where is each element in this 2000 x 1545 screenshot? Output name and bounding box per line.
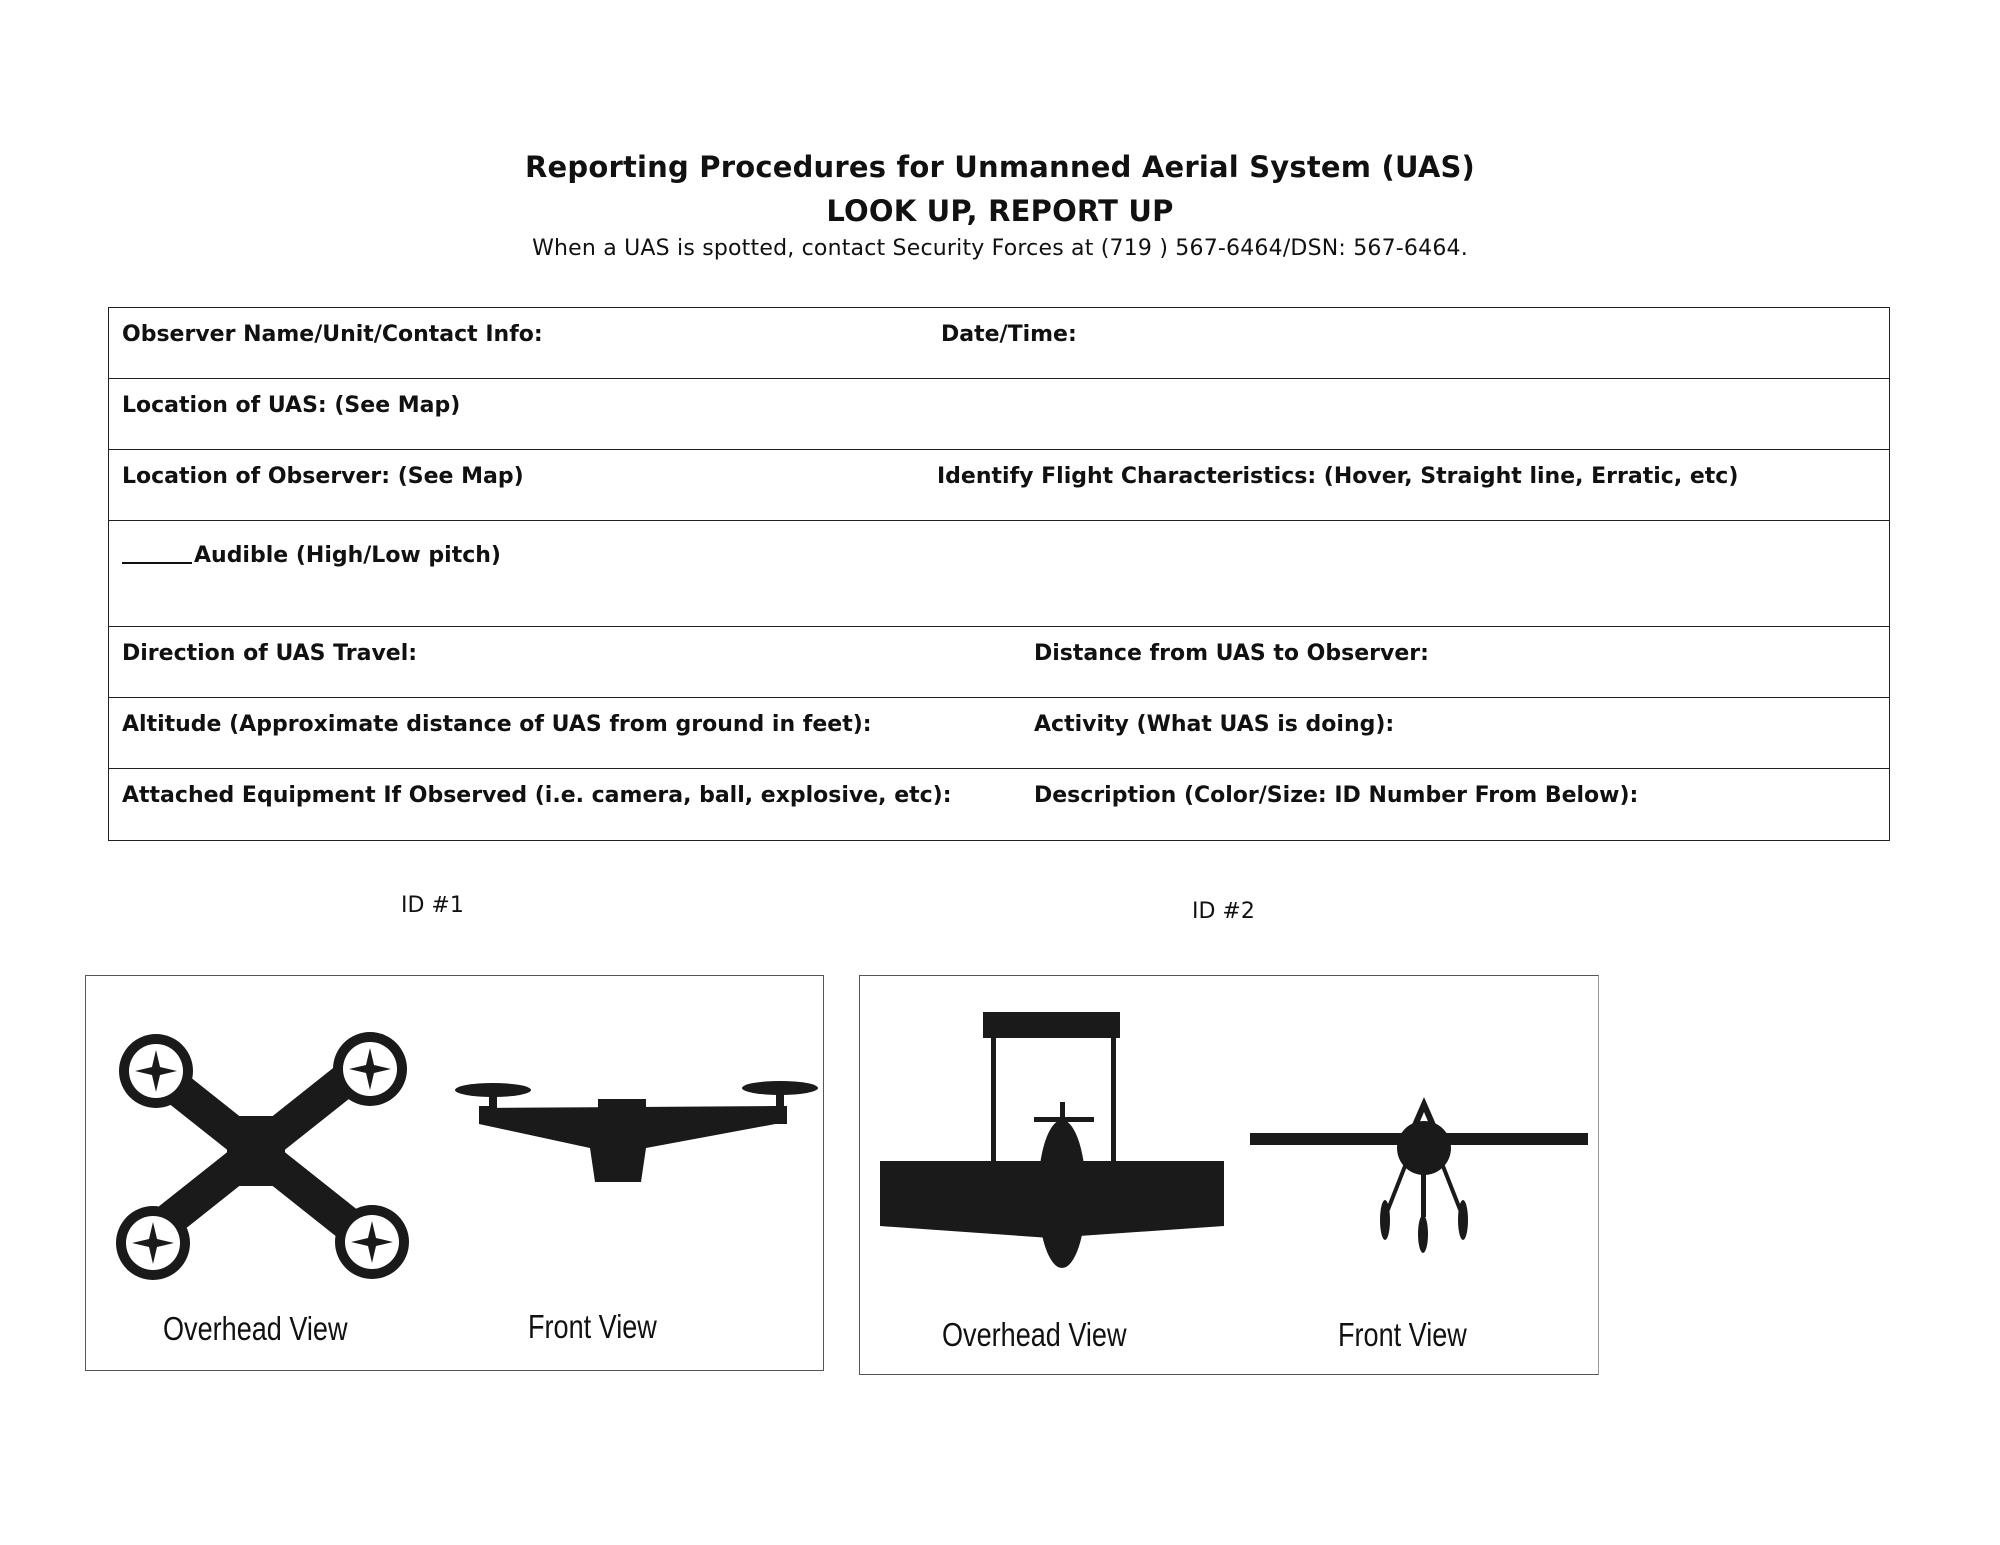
rotor-icon — [335, 1205, 409, 1279]
form-row-audible — [109, 521, 1889, 627]
id1-overhead-view-label: Overhead View — [163, 1310, 348, 1347]
distance-field-label[interactable]: Distance from UAS to Observer: — [1034, 641, 1429, 666]
page-title: Reporting Procedures for Unmanned Aerial System (UAS) — [524, 150, 1476, 184]
id2-label: ID #2 — [1192, 899, 1255, 924]
location-uas-field-label[interactable]: Location of UAS: (See Map) — [122, 393, 461, 418]
altitude-field-label[interactable]: Altitude (Approximate distance of UAS from ground in feet): — [122, 712, 872, 737]
quadcopter-front-icon — [455, 1081, 818, 1182]
form-row-observer — [109, 308, 1889, 379]
flight-characteristics-field-label[interactable]: Identify Flight Characteristics: (Hover, Straight line, Erratic, etc) — [937, 464, 1739, 489]
equipment-field-label[interactable]: Attached Equipment If Observed (i.e. camera, ball, explosive, etc): — [122, 783, 952, 808]
rotor-icon — [119, 1034, 193, 1108]
form-row-equipment — [109, 769, 1889, 840]
page-subtitle: LOOK UP, REPORT UP — [826, 194, 1174, 228]
fixed-wing-front-icon — [1250, 1097, 1588, 1253]
observer-field-label[interactable]: Observer Name/Unit/Contact Info: — [122, 322, 543, 347]
id1-front-view-label: Front View — [528, 1308, 657, 1345]
form-row-location-observer — [109, 450, 1889, 521]
audible-blank-line[interactable] — [122, 562, 192, 564]
form-row-altitude — [109, 698, 1889, 769]
id2-front-view-label: Front View — [1338, 1316, 1467, 1353]
fixed-wing-overhead-icon — [880, 1012, 1224, 1268]
rotor-icon — [116, 1206, 190, 1280]
contact-instruction: When a UAS is spotted, contact Security Forces at (719 ) 567-6464/DSN: 567-6464. — [532, 236, 1468, 261]
audible-field-label: Audible (High/Low pitch) — [194, 543, 501, 568]
date-time-field-label[interactable]: Date/Time: — [941, 322, 1077, 347]
uas-report-form — [108, 307, 1890, 841]
id2-overhead-view-label: Overhead View — [942, 1316, 1127, 1353]
activity-field-label[interactable]: Activity (What UAS is doing): — [1034, 712, 1395, 737]
description-field-label[interactable]: Description (Color/Size: ID Number From Below): — [1034, 783, 1639, 808]
form-row-direction — [109, 627, 1889, 698]
direction-field-label[interactable]: Direction of UAS Travel: — [122, 641, 418, 666]
rotor-icon — [333, 1032, 407, 1106]
form-row-location-uas — [109, 379, 1889, 450]
quadcopter-overhead-icon — [116, 1032, 409, 1280]
id2-fixed-wing-panel — [859, 975, 1599, 1375]
location-observer-field-label[interactable]: Location of Observer: (See Map) — [122, 464, 524, 489]
id1-label: ID #1 — [401, 893, 464, 918]
id1-quadcopter-panel — [85, 975, 824, 1371]
audible-field[interactable] — [122, 543, 501, 568]
